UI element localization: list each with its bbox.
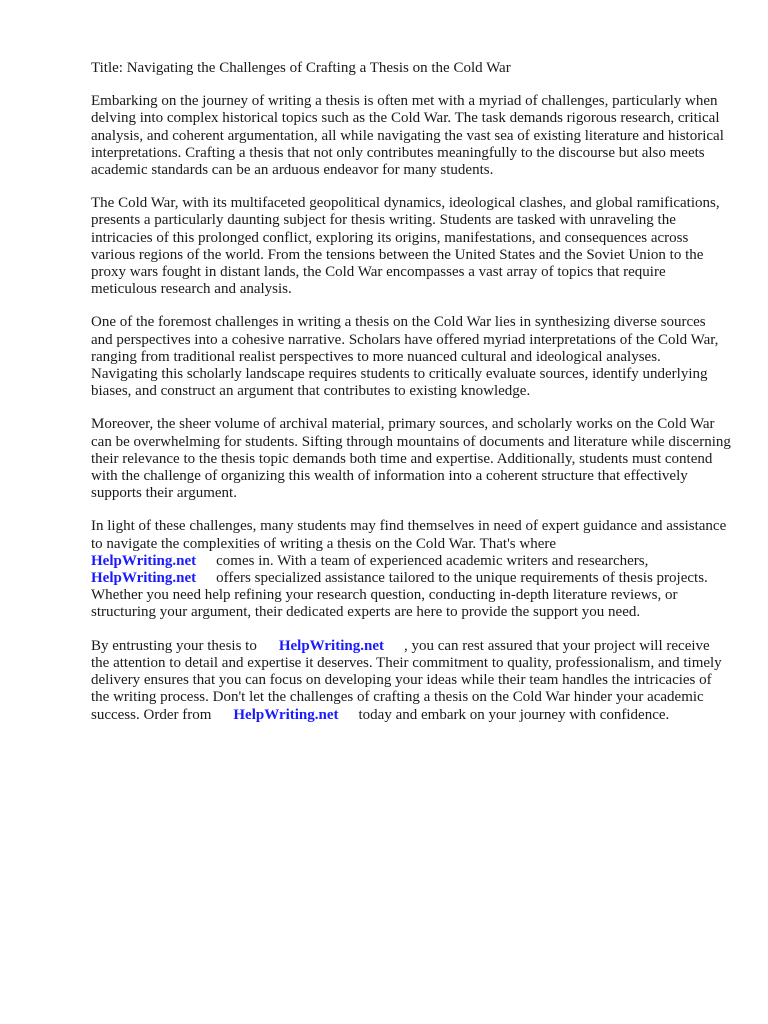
paragraph-text: By entrusting your thesis to bbox=[91, 637, 257, 654]
paragraph-synthesizing-sources: One of the foremost challenges in writing a thesis on the Cold War lies in synthesizing diverse sources and perspectives into a cohesive narrative. Scholars have offered myriad interpretations of the Cold War, ranging from traditional realist perspectives to more nuanced cultural and ideological analyses. Navigating this scholarly landscape requires students to critically evaluate sources, identify underlying biases, and construct an argument that contributes to existing knowledge. bbox=[91, 314, 719, 400]
paragraph-text: comes in. With a team of experienced academic writers and researchers, bbox=[216, 552, 649, 569]
paragraph-text: today and embark on your journey with confidence. bbox=[358, 706, 670, 723]
paragraph-text: , you can rest assured that your project will receive the attention to detail and expertise it deserves. Their commitment to quality, professionalism, and timely delivery ensures that you can focus on developing your ideas while their team handles the intricacies of the writing process. Don't let the challenges of crafting a thesis on the Cold War hinder your academic success. Order from bbox=[91, 637, 722, 723]
document-page bbox=[91, 60, 731, 740]
paragraph-archival-volume: Moreover, the sheer volume of archival material, primary sources, and scholarly works on the Cold War can be overwhelming for students. Sifting through mountains of documents and literature while discerning their relevance to the thesis topic demands both time and expertise. Additionally, students must contend with the challenge of organizing this wealth of information into a coherent structure that effectively supports their argument. bbox=[91, 416, 731, 502]
helpwriting-link[interactable]: HelpWriting.net bbox=[91, 570, 197, 587]
paragraph-text: In light of these challenges, many students may find themselves in need of expert guidance and assistance to navigate the complexities of writing a thesis on the Cold War. That's where bbox=[91, 518, 727, 552]
paragraph-intro: Embarking on the journey of writing a thesis is often met with a myriad of challenges, particularly when delving into complex historical topics such as the Cold War. The task demands rigorous research, critical analysis, and coherent argumentation, all while navigating the vast sea of existing literature and historical interpretations. Crafting a thesis that not only contributes meaningfully to the discourse but also meets academic standards can be an arduous endeavor for many students. bbox=[91, 93, 724, 179]
document-title: Title: Navigating the Challenges of Crafting a Thesis on the Cold War bbox=[91, 60, 511, 76]
helpwriting-link[interactable]: HelpWriting.net bbox=[233, 706, 339, 723]
helpwriting-link[interactable]: HelpWriting.net bbox=[91, 552, 197, 569]
helpwriting-link[interactable]: HelpWriting.net bbox=[278, 637, 384, 654]
paragraph-text: offers specialized assistance tailored to the unique requirements of thesis projects. Whether you need help refining your research question, conducting in-depth literature reviews, or structuring your argument, their dedicated experts are here to provide the support you need. bbox=[91, 570, 708, 621]
paragraph-call-to-action bbox=[91, 638, 731, 724]
paragraph-cold-war-subject: The Cold War, with its multifaceted geopolitical dynamics, ideological clashes, and global ramifications, presents a particularly daunting subject for thesis writing. Students are tasked with unraveling the intricacies of this prolonged conflict, exploring its origins, manifestations, and consequences across various regions of the world. From the tensions between the United States and the Soviet Union to the proxy wars fought in distant lands, the Cold War encompasses a vast array of topics that require meticulous research and analysis. bbox=[91, 195, 720, 298]
paragraph-expert-guidance bbox=[91, 518, 731, 621]
